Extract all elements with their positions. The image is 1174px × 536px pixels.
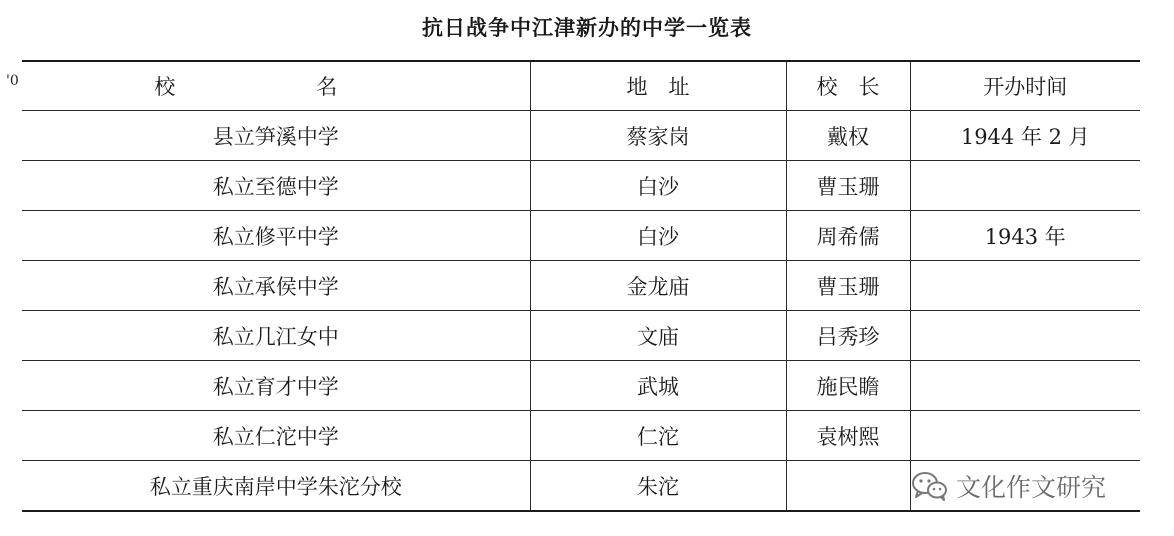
cell-address: 白沙 [530,161,786,211]
header-name: 校 名 [22,62,530,111]
schools-table [22,62,1140,511]
cell-principal: 袁树熙 [786,411,910,461]
table-body [22,111,1140,512]
cell-address: 仁沱 [530,411,786,461]
cell-school-name: 私立重庆南岸中学朱沱分校 [22,461,530,512]
table-bottom-rule [22,510,1140,512]
cell-principal: 曹玉珊 [786,261,910,311]
table-row [22,211,1140,261]
cell-founded [910,311,1140,361]
cell-founded: 1944 年 2 月 [910,111,1140,161]
header-principal: 校 长 [786,62,910,111]
table-row [22,261,1140,311]
cell-founded: 1943 年 [910,211,1140,261]
cell-address: 白沙 [530,211,786,261]
table-row [22,161,1140,211]
cell-school-name: 私立至德中学 [22,161,530,211]
cell-school-name: 私立仁沱中学 [22,411,530,461]
cell-principal [786,461,910,512]
cell-school-name: 私立育才中学 [22,361,530,411]
page-title: 抗日战争中江津新办的中学一览表 [422,16,752,40]
header-founded: 开办时间 [910,62,1140,111]
cell-school-name: 县立笋溪中学 [22,111,530,161]
watermark [910,466,1106,506]
cell-founded [910,411,1140,461]
wechat-icon [910,470,948,502]
cell-school-name: 私立修平中学 [22,211,530,261]
cell-address: 金龙庙 [530,261,786,311]
cell-address: 蔡家岗 [530,111,786,161]
table-row [22,361,1140,411]
table-row [22,311,1140,361]
cell-address: 文庙 [530,311,786,361]
cell-founded [910,161,1140,211]
watermark-text: 文化作文研究 [956,473,1107,502]
table-row [22,411,1140,461]
cell-principal: 周希儒 [786,211,910,261]
cell-address: 朱沱 [530,461,786,512]
cell-address: 武城 [530,361,786,411]
table-header [22,62,1140,111]
header-address: 地 址 [530,62,786,111]
cell-principal: 曹玉珊 [786,161,910,211]
cell-principal: 戴权 [786,111,910,161]
margin-mark: '0 [6,73,19,89]
table-row [22,111,1140,161]
cell-founded [910,361,1140,411]
cell-school-name: 私立几江女中 [22,311,530,361]
header-row [22,62,1140,111]
cell-school-name: 私立承侯中学 [22,261,530,311]
cell-founded [910,261,1140,311]
cell-principal: 施民瞻 [786,361,910,411]
cell-principal: 吕秀珍 [786,311,910,361]
